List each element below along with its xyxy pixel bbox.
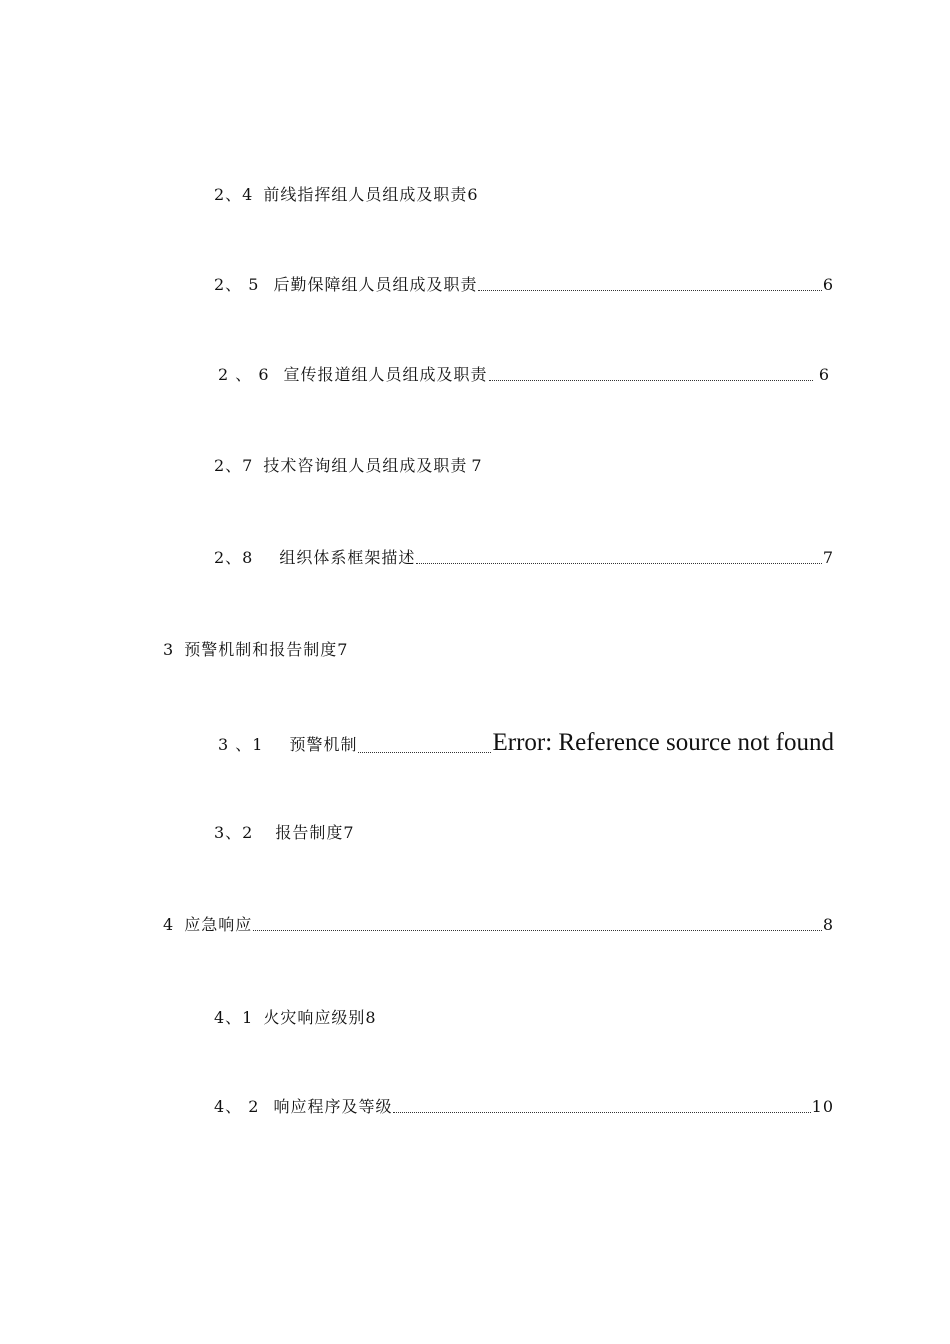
toc-entry-title: 宣传报道组人员组成及职责	[283, 365, 488, 384]
toc-entry-number: 3	[163, 640, 175, 659]
toc-entry-page: 10	[811, 1097, 834, 1116]
toc-dot-leader	[253, 929, 822, 931]
toc-entry-2-6[interactable]	[218, 365, 830, 385]
toc-entry-2-8[interactable]	[214, 548, 834, 568]
toc-entry-title: 前线指挥组人员组成及职责	[263, 185, 468, 204]
toc-entry-number: 2 、 6	[218, 365, 270, 384]
toc-entry-page: 6	[822, 275, 834, 294]
toc-entry-title: 后勤保障组人员组成及职责	[273, 275, 478, 294]
toc-entry-title: 组织体系框架描述	[279, 548, 416, 567]
toc-entry-title: 预警机制	[289, 735, 358, 754]
toc-entry-title: 技术咨询组人员组成及职责	[263, 456, 468, 475]
toc-dot-leader	[393, 1111, 810, 1113]
toc-entry-number: 2、7	[214, 456, 254, 475]
toc-entry-title: 应急响应	[184, 915, 253, 934]
toc-entry-page: 8	[365, 1008, 377, 1027]
toc-entry-4-2[interactable]	[214, 1097, 834, 1117]
toc-entry-page: 7	[343, 823, 355, 842]
toc-entry-number: 2、 5	[214, 275, 260, 294]
toc-entry-number: 4、 2	[214, 1097, 260, 1116]
toc-entry-4[interactable]	[163, 915, 834, 935]
toc-entry-number: 2、4	[214, 185, 254, 204]
toc-entry-page: 7	[822, 548, 834, 567]
toc-entry-2-4[interactable]	[214, 185, 479, 205]
toc-entry-page-error: Error: Reference source not found	[492, 729, 834, 756]
toc-dot-leader	[489, 379, 813, 381]
toc-entry-number: 2、8	[214, 548, 254, 567]
toc-entry-4-1[interactable]	[214, 1008, 377, 1028]
toc-dot-leader	[358, 751, 491, 753]
toc-dot-leader	[416, 562, 821, 564]
toc-entry-3-2[interactable]	[214, 823, 355, 843]
toc-entry-title: 响应程序及等级	[273, 1097, 393, 1116]
toc-entry-title: 预警机制和报告制度	[184, 640, 338, 659]
toc-entry-title: 报告制度	[275, 823, 344, 842]
toc-entry-2-7[interactable]	[214, 456, 483, 476]
toc-entry-page: 6	[818, 365, 830, 384]
toc-entry-number: 3、2	[214, 823, 254, 842]
toc-entry-page: 8	[822, 915, 834, 934]
toc-entry-title: 火灾响应级别	[263, 1008, 366, 1027]
toc-entry-page: 6	[467, 185, 479, 204]
toc-entry-3-1[interactable]	[218, 729, 834, 757]
toc-entry-page: 7	[471, 456, 483, 475]
toc-entry-3[interactable]	[163, 640, 348, 660]
toc-entry-2-5[interactable]	[214, 275, 834, 295]
toc-entry-number: 4	[163, 915, 175, 934]
toc-entry-page: 7	[337, 640, 349, 659]
toc-entry-number: 3 、1	[218, 735, 264, 754]
toc-dot-leader	[478, 289, 821, 291]
toc-entry-number: 4、1	[214, 1008, 254, 1027]
